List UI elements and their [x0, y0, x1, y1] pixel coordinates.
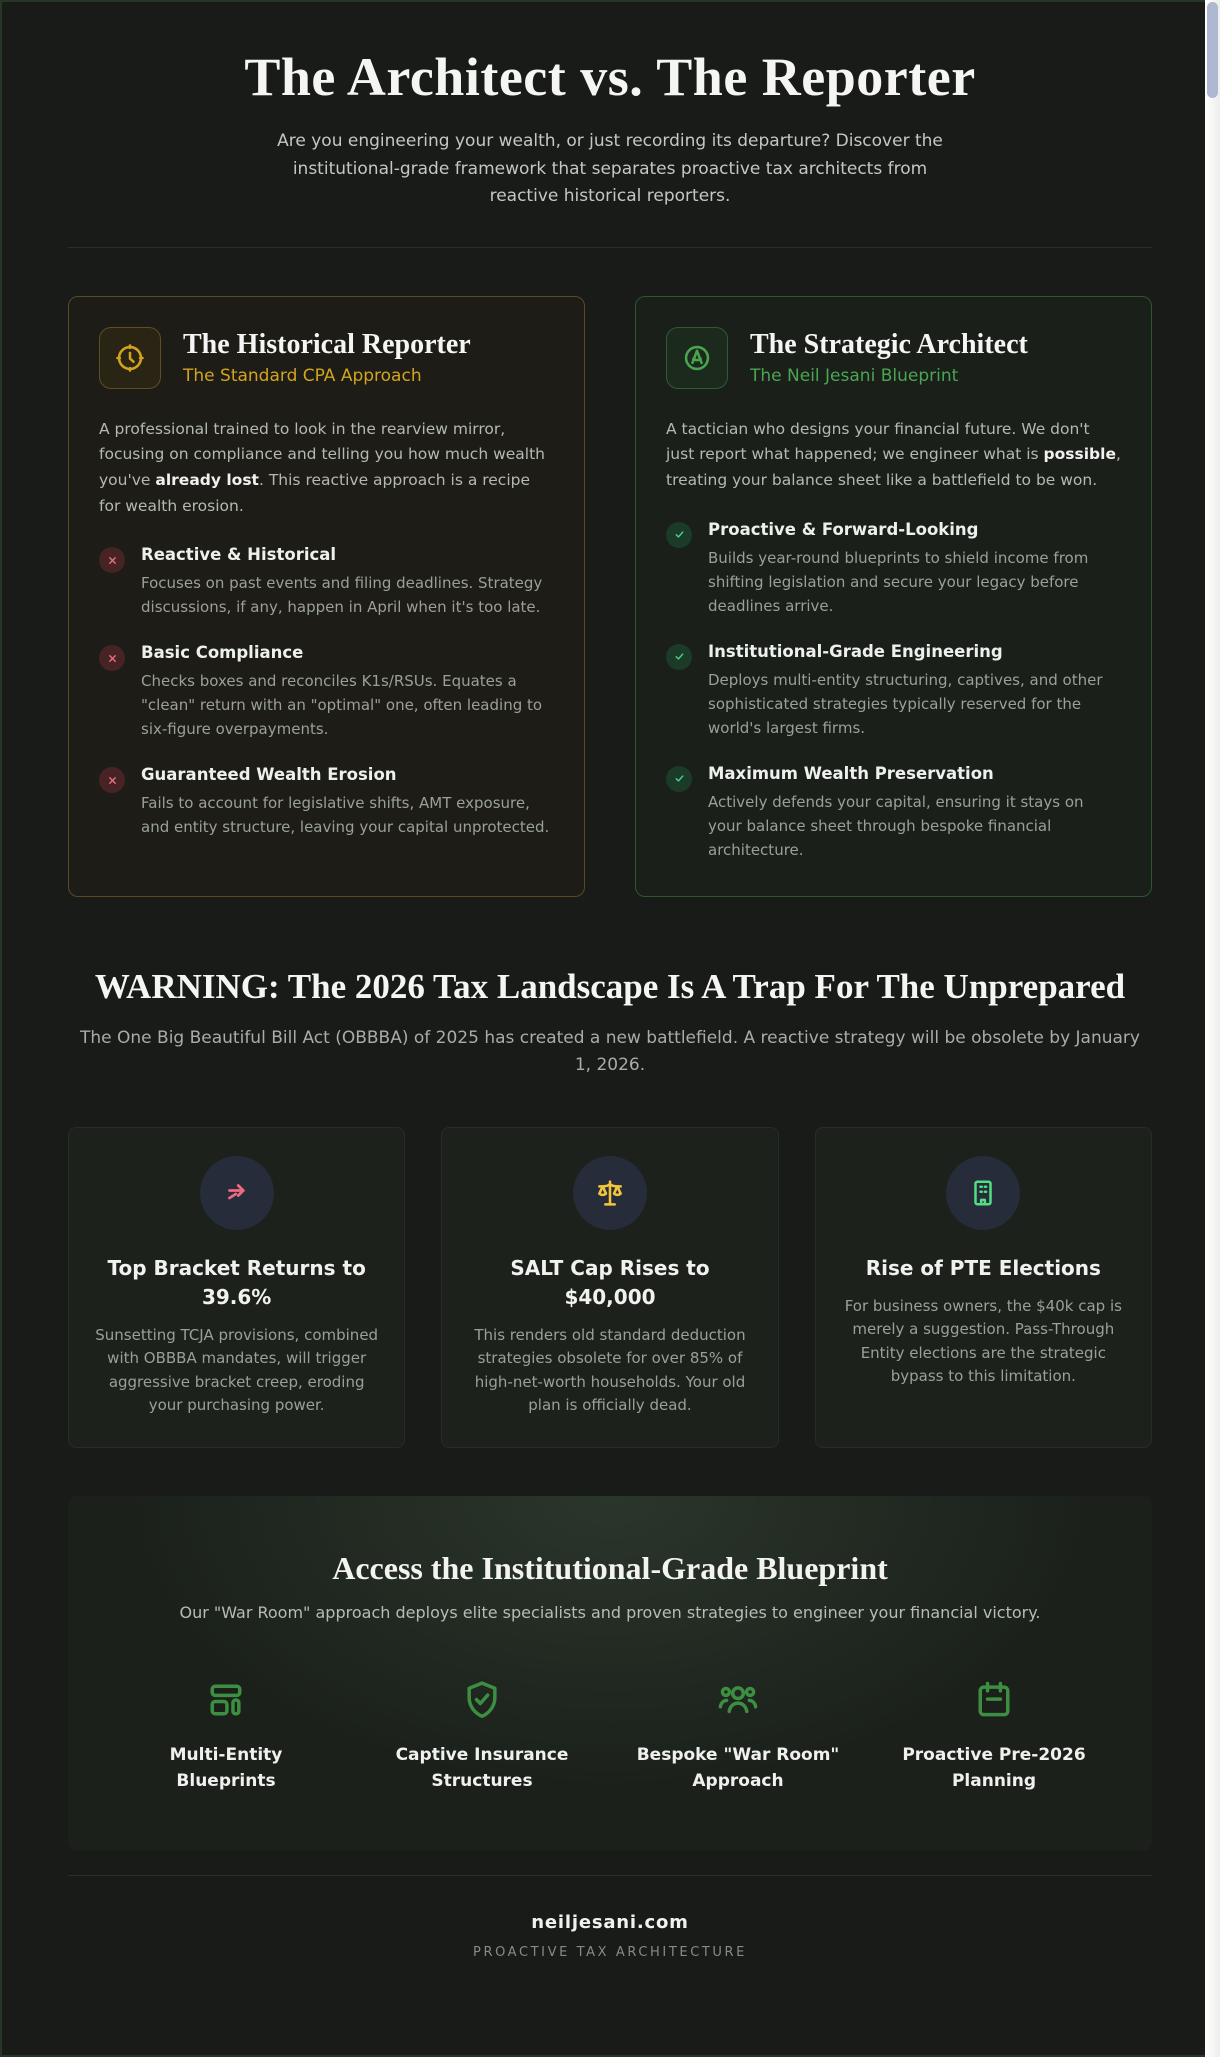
- check-badge-icon: [666, 522, 692, 548]
- list-item-body: [708, 764, 1121, 862]
- reporter-desc-bold: already lost: [155, 471, 259, 490]
- list-item-desc: Checks boxes and reconciles K1s/RSUs. Equates a "clean" return with an "optimal" one, often leading to six-figure overpayments.: [141, 672, 543, 739]
- cta-features-row: [98, 1678, 1122, 1795]
- reporter-feature-list: [99, 545, 554, 839]
- list-item: [99, 643, 554, 741]
- feature-label: Captive Insurance Structures: [395, 1745, 569, 1792]
- warning-subtitle: The One Big Beautiful Bill Act (OBBBA) of 2025 has created a new battlefield. A reactive strategy will be obsolete by January 1, 2026.: [80, 1027, 1140, 1075]
- stat-title: Top Bracket Returns to 39.6%: [107, 1256, 366, 1310]
- list-item: [666, 520, 1121, 618]
- feature-multi-entity: [98, 1678, 354, 1795]
- list-item-title: Maximum Wealth Preservation: [708, 763, 994, 783]
- stat-title: Rise of PTE Elections: [865, 1256, 1101, 1281]
- architect-description: [666, 417, 1121, 494]
- list-item: [99, 765, 554, 839]
- list-item: [666, 642, 1121, 740]
- stat-desc: This renders old standard deduction strategies obsolete for over 85% of high-net-worth households. Your old plan is officially dead.: [474, 1326, 746, 1414]
- page-title: The Architect vs. The Reporter: [244, 47, 976, 107]
- architect-card-titles: [750, 329, 1028, 386]
- list-item-desc: Fails to account for legislative shifts, AMT exposure, and entity structure, leaving your capital unprotected.: [141, 794, 550, 837]
- reporter-subtitle: The Standard CPA Approach: [183, 366, 422, 387]
- calendar-icon: [866, 1678, 1122, 1722]
- list-item-body: [708, 520, 1121, 618]
- architect-subtitle: The Neil Jesani Blueprint: [750, 366, 959, 387]
- stat-card-top-bracket: [68, 1127, 405, 1448]
- list-item: [99, 545, 554, 619]
- list-item-title: Institutional-Grade Engineering: [708, 641, 1003, 661]
- comparison-section: [68, 296, 1152, 897]
- reporter-card-titles: [183, 329, 471, 386]
- list-item-body: [141, 765, 554, 839]
- footer-brand: neiljesani.com: [531, 1911, 689, 1933]
- warning-section: [68, 967, 1152, 1079]
- compass-icon: [666, 327, 728, 389]
- stat-desc: Sunsetting TCJA provisions, combined with OBBBA mandates, will trigger aggressive bracket creep, eroding your purchasing power.: [95, 1326, 379, 1414]
- list-item-body: [141, 545, 554, 619]
- check-badge-icon: [666, 644, 692, 670]
- strategic-architect-card: [635, 296, 1152, 897]
- scales-icon: [573, 1156, 647, 1230]
- reporter-card-header: [99, 327, 554, 389]
- reporter-description: [99, 417, 554, 520]
- list-item-body: [141, 643, 554, 741]
- feature-pre-2026-planning: [866, 1678, 1122, 1795]
- historical-reporter-card: [68, 296, 585, 897]
- x-badge-icon: [99, 767, 125, 793]
- list-item-desc: Focuses on past events and filing deadlines. Strategy discussions, if any, happen in April when it's too late.: [141, 574, 543, 617]
- list-item-desc: Deploys multi-entity structuring, captives, and other sophisticated strategies typically reserved for the world's largest firms.: [708, 670, 1103, 737]
- stats-section: [68, 1127, 1152, 1448]
- shield-check-icon: [354, 1678, 610, 1722]
- list-item: [666, 764, 1121, 862]
- stat-title: SALT Cap Rises to $40,000: [510, 1256, 710, 1310]
- layout-icon: [98, 1678, 354, 1722]
- reporter-desc-post: . This reactive approach is a recipe for wealth erosion.: [99, 471, 531, 515]
- feature-label: Proactive Pre-2026 Planning: [902, 1745, 1086, 1792]
- architect-feature-list: [666, 520, 1121, 862]
- building-icon: [946, 1156, 1020, 1230]
- list-item-title: Guaranteed Wealth Erosion: [141, 765, 397, 785]
- users-icon: [610, 1678, 866, 1722]
- feature-label: Multi-Entity Blueprints: [169, 1745, 283, 1792]
- list-item-desc: Builds year-round blueprints to shield income from shifting legislation and secure your legacy before deadlines arrive.: [708, 548, 1089, 615]
- clock-icon: [99, 327, 161, 389]
- warning-title: WARNING: The 2026 Tax Landscape Is A Trap For The Unprepared: [94, 966, 1126, 1006]
- reporter-title: The Historical Reporter: [183, 329, 471, 361]
- architect-desc-post: , treating your balance sheet like a battlefield to be won.: [666, 445, 1121, 490]
- scrollbar-track[interactable]: [1205, 0, 1220, 2057]
- stat-card-pte-elections: [815, 1127, 1152, 1448]
- x-badge-icon: [99, 547, 125, 573]
- feature-war-room: [610, 1678, 866, 1795]
- cta-subtitle: Our "War Room" approach deploys elite specialists and proven strategies to engineer your financial victory.: [179, 1603, 1041, 1623]
- cta-section: [68, 1496, 1152, 1851]
- check-badge-icon: [666, 766, 692, 792]
- hero-section: [68, 46, 1152, 211]
- hero-divider: [68, 247, 1152, 248]
- page-content: [68, 0, 1152, 2010]
- footer-tagline: PROACTIVE TAX ARCHITECTURE: [473, 1944, 747, 1960]
- architect-card-header: [666, 327, 1121, 389]
- cta-title: Access the Institutional-Grade Blueprint: [332, 1550, 888, 1587]
- feature-label: Bespoke "War Room" Approach: [636, 1745, 840, 1792]
- footer: [68, 1876, 1152, 2010]
- x-badge-icon: [99, 645, 125, 671]
- scrollbar-thumb[interactable]: [1207, 2, 1218, 98]
- reporter-desc-pre: A professional trained to look in the rearview mirror, focusing on compliance and telling you how much wealth you've: [99, 419, 545, 490]
- hero-subtitle: Are you engineering your wealth, or just recording its departure? Discover the institutional-grade framework that separates proactive tax architects from reactive historical reporters.: [277, 131, 943, 207]
- stat-card-salt-cap: [441, 1127, 778, 1448]
- trending-arrow-icon: [200, 1156, 274, 1230]
- feature-captive-insurance: [354, 1678, 610, 1795]
- list-item-desc: Actively defends your capital, ensuring it stays on your balance sheet through bespoke financial architecture.: [708, 792, 1084, 859]
- architect-desc-bold: possible: [1043, 445, 1116, 464]
- list-item-title: Reactive & Historical: [141, 545, 337, 565]
- list-item-title: Proactive & Forward-Looking: [708, 519, 979, 539]
- architect-desc-pre: A tactician who designs your financial future. We don't just report what happened; we engineer what is: [666, 419, 1090, 464]
- architect-title: The Strategic Architect: [750, 329, 1028, 361]
- list-item-body: [708, 642, 1121, 740]
- stat-desc: For business owners, the $40k cap is merely a suggestion. Pass-Through Entity elections are the strategic bypass to this limitation.: [844, 1297, 1122, 1385]
- list-item-title: Basic Compliance: [141, 643, 304, 663]
